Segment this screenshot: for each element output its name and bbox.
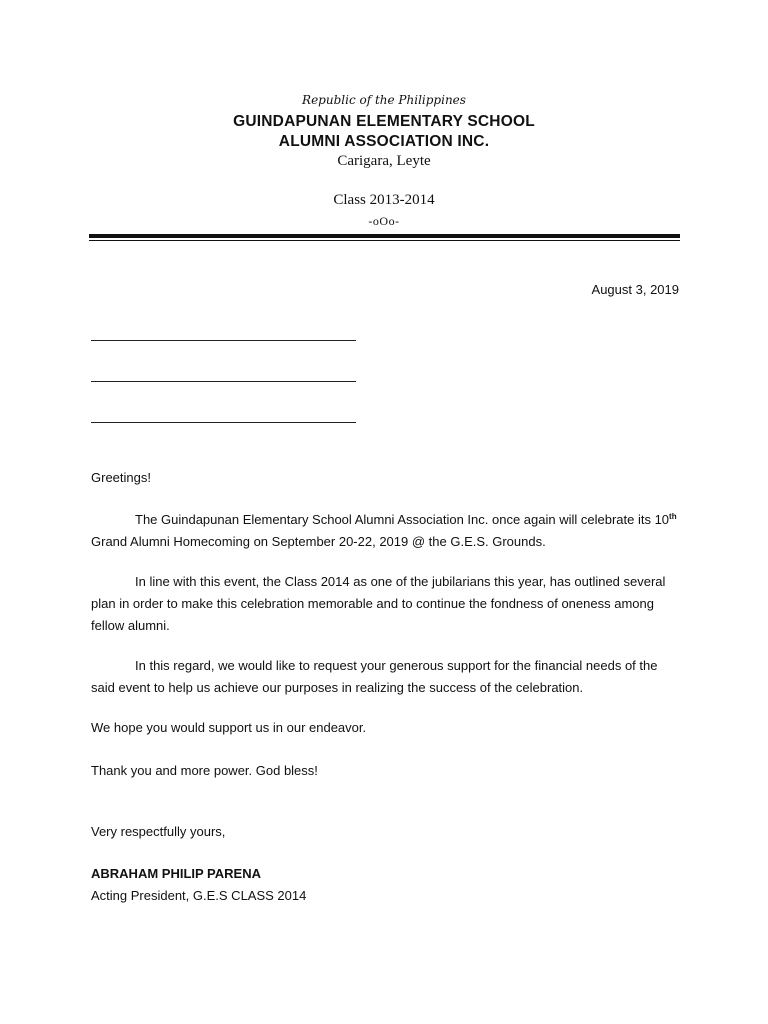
republic-heading: Republic of the Philippines bbox=[302, 93, 466, 107]
greeting: Greetings! bbox=[91, 470, 151, 485]
paragraph-4: We hope you would support us in our endeavor. bbox=[91, 720, 367, 735]
letterhead-rule-thick bbox=[89, 234, 680, 238]
recipient-blank-line bbox=[91, 381, 356, 382]
paragraph-2: In line with this event, the Class 2014 as one of the jubilarians this year, has outlined several plan in order to make this celebration memorable and to continue the fondness of oneness among fellow alumni. bbox=[91, 574, 666, 633]
letterhead-rule-thin bbox=[89, 240, 680, 241]
valediction: Very respectfully yours, bbox=[91, 824, 226, 839]
class-year: Class 2013-2014 bbox=[333, 192, 435, 208]
paragraph-1-line-1 bbox=[91, 509, 681, 531]
letter-date: August 3, 2019 bbox=[591, 282, 679, 297]
signer-title: Acting President, G.E.S CLASS 2014 bbox=[91, 888, 307, 903]
school-location: Carigara, Leyte bbox=[337, 153, 431, 169]
paragraph-3: In this regard, we would like to request your generous support for the financial needs of the said event to help us achieve our purposes in realizing the success of the celebration. bbox=[91, 658, 658, 695]
recipient-blank-line bbox=[91, 422, 356, 423]
recipient-blank-line bbox=[91, 340, 356, 341]
ordinal-suffix: th bbox=[669, 512, 677, 521]
paragraph-5: Thank you and more power. God bless! bbox=[91, 763, 318, 778]
association-name: ALUMNI ASSOCIATION INC. bbox=[278, 133, 490, 150]
signer-name: ABRAHAM PHILIP PARENA bbox=[91, 866, 261, 881]
paragraph-1-line-2: Grand Alumni Homecoming on September 20-22, 2019 @ the G.E.S. Grounds. bbox=[91, 534, 546, 549]
paragraph-1-text: The Guindapunan Elementary School Alumni Association Inc. once again will celebrate its 10 bbox=[135, 512, 670, 527]
ornament-divider: -oOo- bbox=[368, 214, 400, 228]
school-name: GUINDAPUNAN ELEMENTARY SCHOOL bbox=[233, 113, 535, 130]
